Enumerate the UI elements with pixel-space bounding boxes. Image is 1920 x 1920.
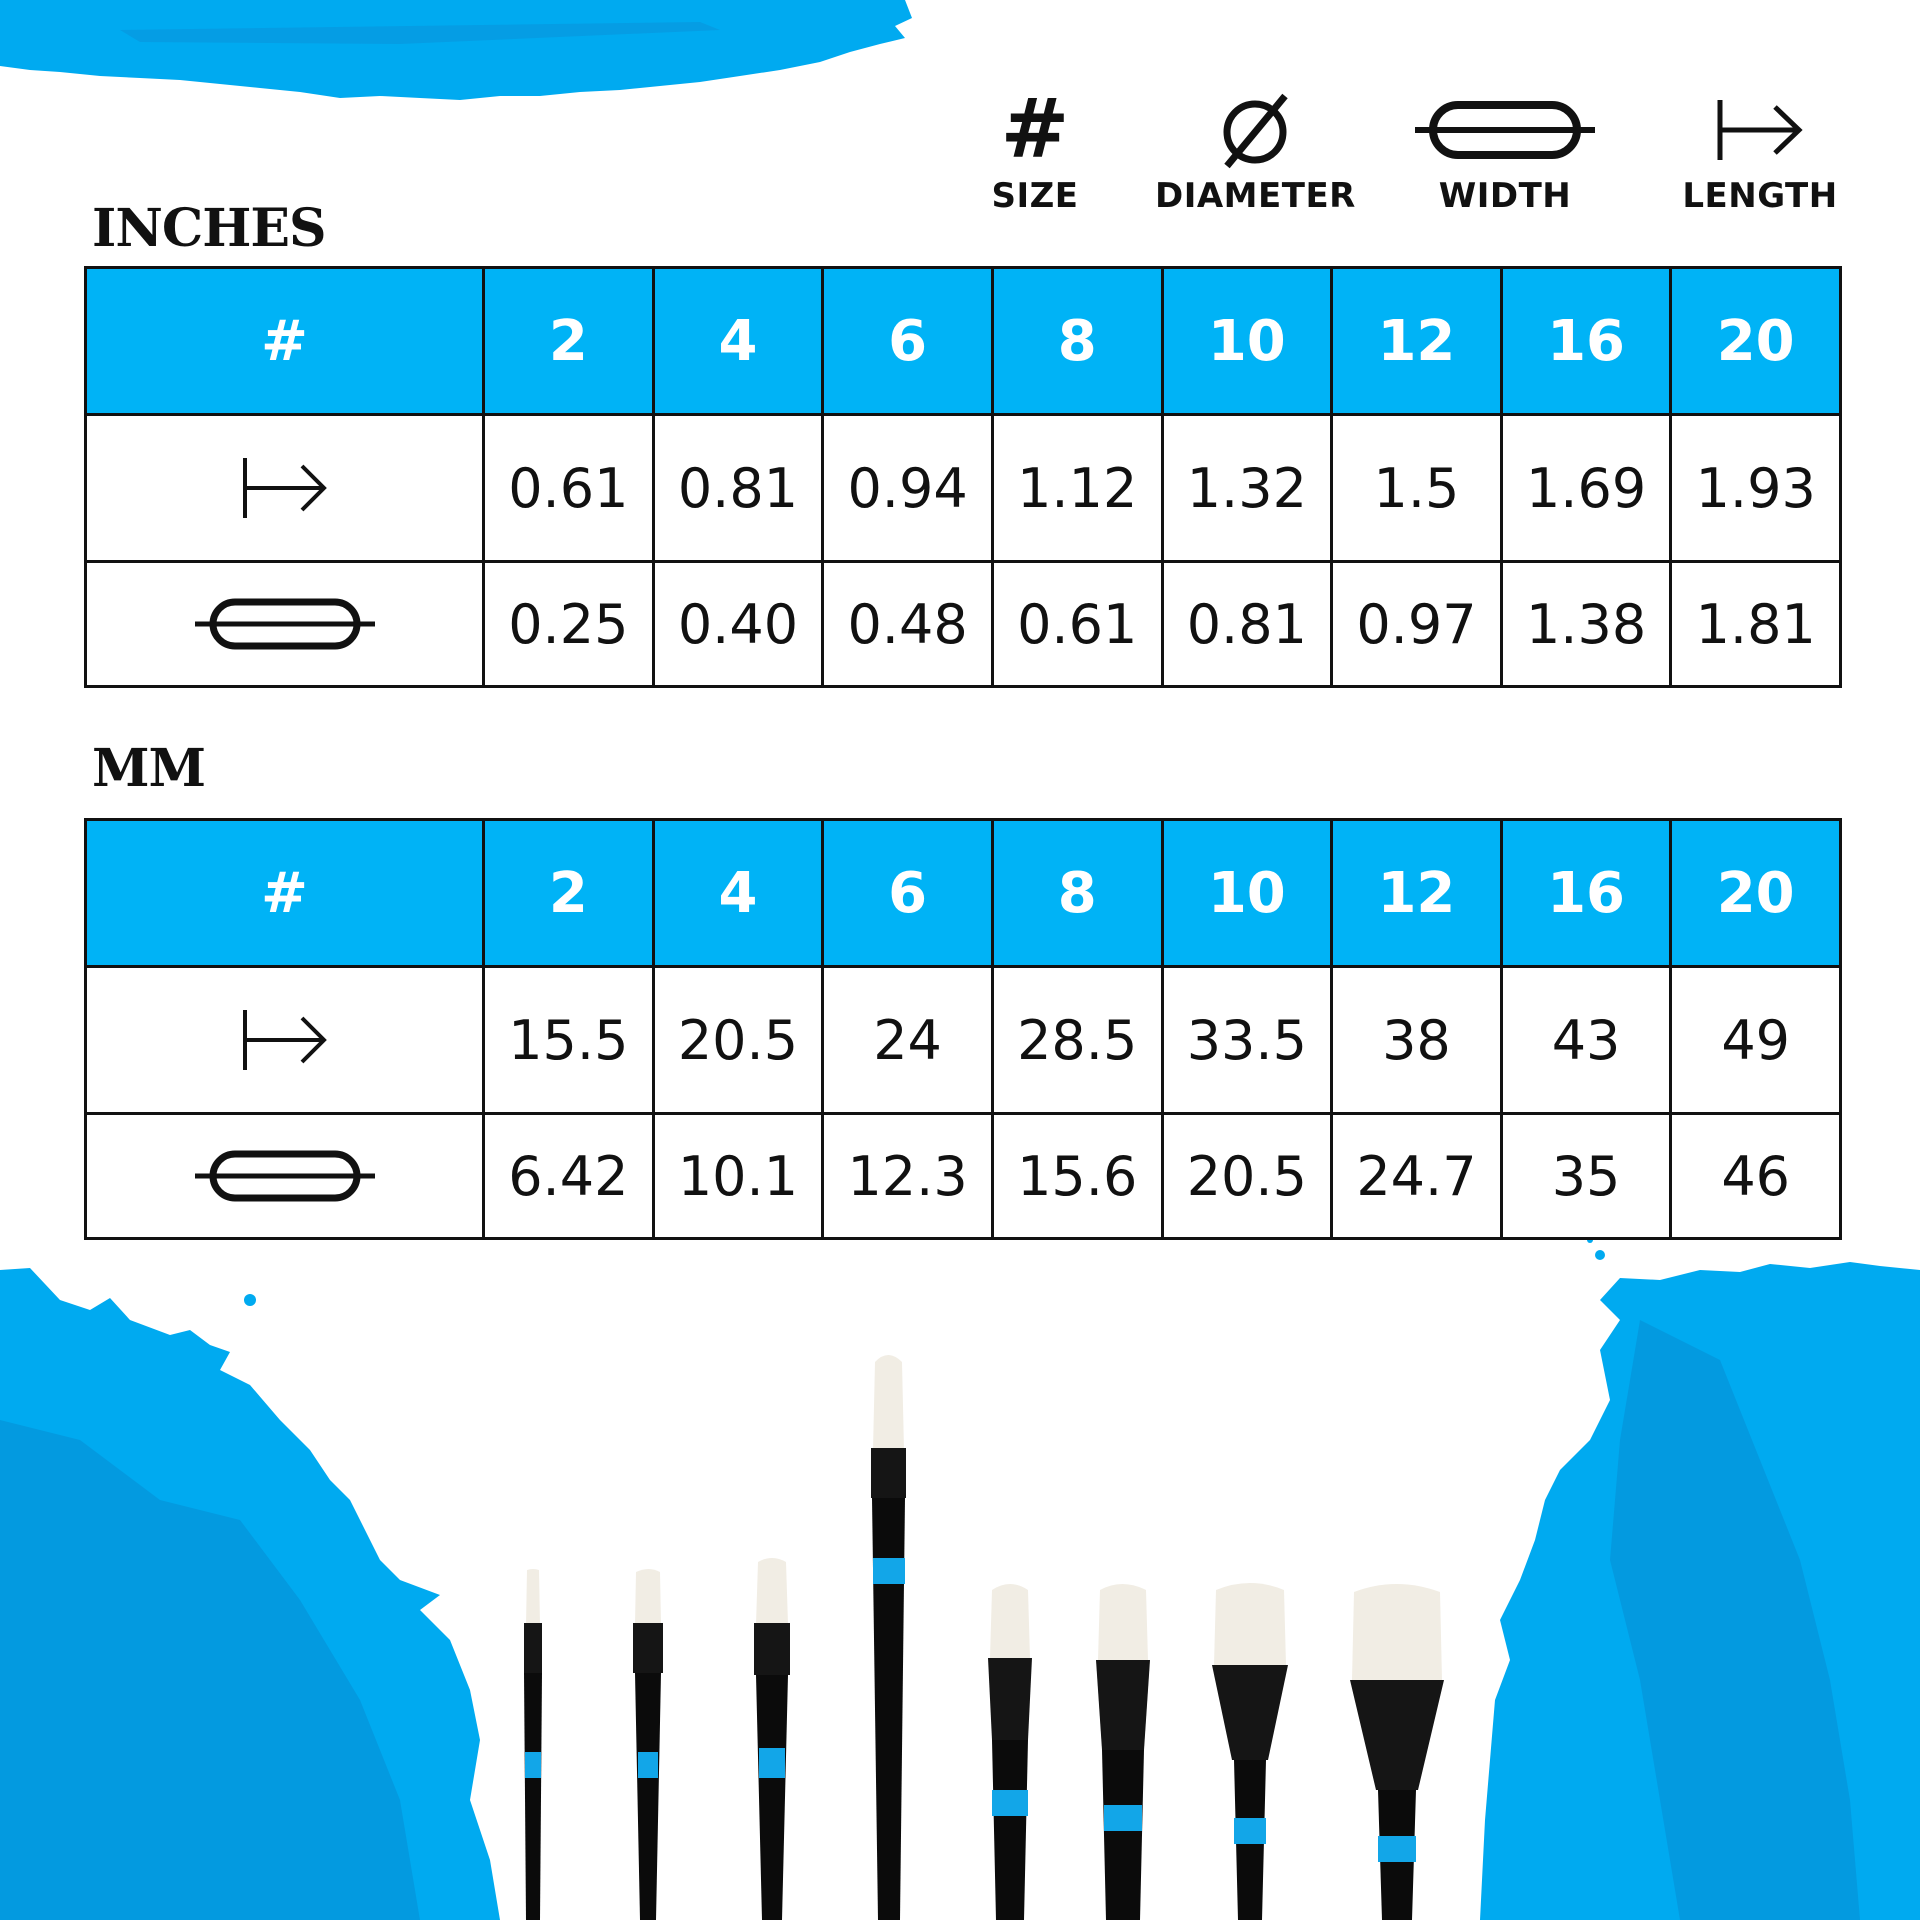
size-header-cell: 12 [1332,268,1502,415]
row-label-cell [86,967,484,1114]
size-header-cell: 8 [992,820,1162,967]
paintbrush-icon [754,1558,790,1920]
paintbrush-icon [524,1569,542,1920]
length-value-cell: 1.93 [1671,415,1841,562]
legend-diameter-label: DIAMETER [1155,176,1356,216]
table-row-width [86,562,1841,687]
length-value-cell: 1.69 [1501,415,1671,562]
width-value-cell: 6.42 [484,1114,654,1239]
length-value-cell: 1.32 [1162,415,1332,562]
paintbrush-icon [988,1584,1032,1920]
size-header-cell: 10 [1162,268,1332,415]
width-value-cell: 12.3 [823,1114,993,1239]
size-header-cell: 6 [823,268,993,415]
width-value-cell: 46 [1671,1114,1841,1239]
length-value-cell: 20.5 [653,967,823,1114]
legend-length [1680,90,1840,216]
size-header-cell: 20 [1671,820,1841,967]
legend-size-label: SIZE [991,176,1079,216]
width-value-cell: 35 [1501,1114,1671,1239]
legend-length-label: LENGTH [1682,176,1838,216]
width-icon [195,1146,375,1206]
size-header-cell: 4 [653,820,823,967]
size-header-cell: # [86,268,484,415]
paint-dot [244,1294,256,1306]
size-header-cell: 2 [484,820,654,967]
paint-dot [1595,1250,1605,1260]
size-header-cell: 20 [1671,268,1841,415]
length-value-cell: 24 [823,967,993,1114]
width-value-cell: 0.81 [1162,562,1332,687]
legend-width-label: WIDTH [1438,176,1572,216]
width-value-cell: 0.48 [823,562,993,687]
width-icon [1415,95,1595,165]
size-header-cell: 8 [992,268,1162,415]
legend-width [1415,90,1595,216]
size-header-cell: 6 [823,820,993,967]
length-value-cell: 0.81 [653,415,823,562]
table-row-length [86,415,1841,562]
width-value-cell: 0.61 [992,562,1162,687]
size-header-cell: 16 [1501,820,1671,967]
length-value-cell: 43 [1501,967,1671,1114]
length-value-cell: 0.61 [484,415,654,562]
width-value-cell: 1.38 [1501,562,1671,687]
table-header-row [86,268,1841,415]
paintbrush-icon [1212,1583,1288,1920]
paintbrush-icon [633,1569,663,1920]
size-header-cell: 4 [653,268,823,415]
width-value-cell: 20.5 [1162,1114,1332,1239]
paintbrush-icon [1096,1584,1150,1920]
inches-table [84,266,1842,688]
row-label-cell [86,415,484,562]
table-row-length [86,967,1841,1114]
table-row-width [86,1114,1841,1239]
width-icon [195,594,375,654]
length-value-cell: 49 [1671,967,1841,1114]
paintbrush-icon [1350,1584,1444,1920]
paint-splash-top [0,0,912,100]
paintbrush-icon [871,1355,906,1920]
width-value-cell: 10.1 [653,1114,823,1239]
length-value-cell: 15.5 [484,967,654,1114]
size-header-cell: 12 [1332,820,1502,967]
size-header-cell: 16 [1501,268,1671,415]
length-value-cell: 38 [1332,967,1502,1114]
width-value-cell: 24.7 [1332,1114,1502,1239]
hash-icon: # [1000,82,1070,177]
legend-size [970,82,1100,216]
length-value-cell: 0.94 [823,415,993,562]
paintbrush-set-illustration [0,1340,1920,1920]
mm-title: MM [92,738,206,799]
row-label-cell [86,1114,484,1239]
length-arrow-icon [240,1005,330,1075]
size-header-cell: 10 [1162,820,1332,967]
width-value-cell: 15.6 [992,1114,1162,1239]
mm-table [84,818,1842,1240]
length-value-cell: 1.5 [1332,415,1502,562]
table-header-row [86,820,1841,967]
length-value-cell: 33.5 [1162,967,1332,1114]
diameter-icon [1215,90,1295,170]
width-value-cell: 0.40 [653,562,823,687]
length-value-cell: 1.12 [992,415,1162,562]
length-value-cell: 28.5 [992,967,1162,1114]
length-arrow-icon [240,453,330,523]
width-value-cell: 0.97 [1332,562,1502,687]
width-value-cell: 1.81 [1671,562,1841,687]
width-value-cell: 0.25 [484,562,654,687]
length-arrow-icon [1715,95,1805,165]
row-label-cell [86,562,484,687]
inches-title: INCHES [92,198,326,259]
size-header-cell: # [86,820,484,967]
size-header-cell: 2 [484,268,654,415]
legend-diameter [1155,90,1355,216]
